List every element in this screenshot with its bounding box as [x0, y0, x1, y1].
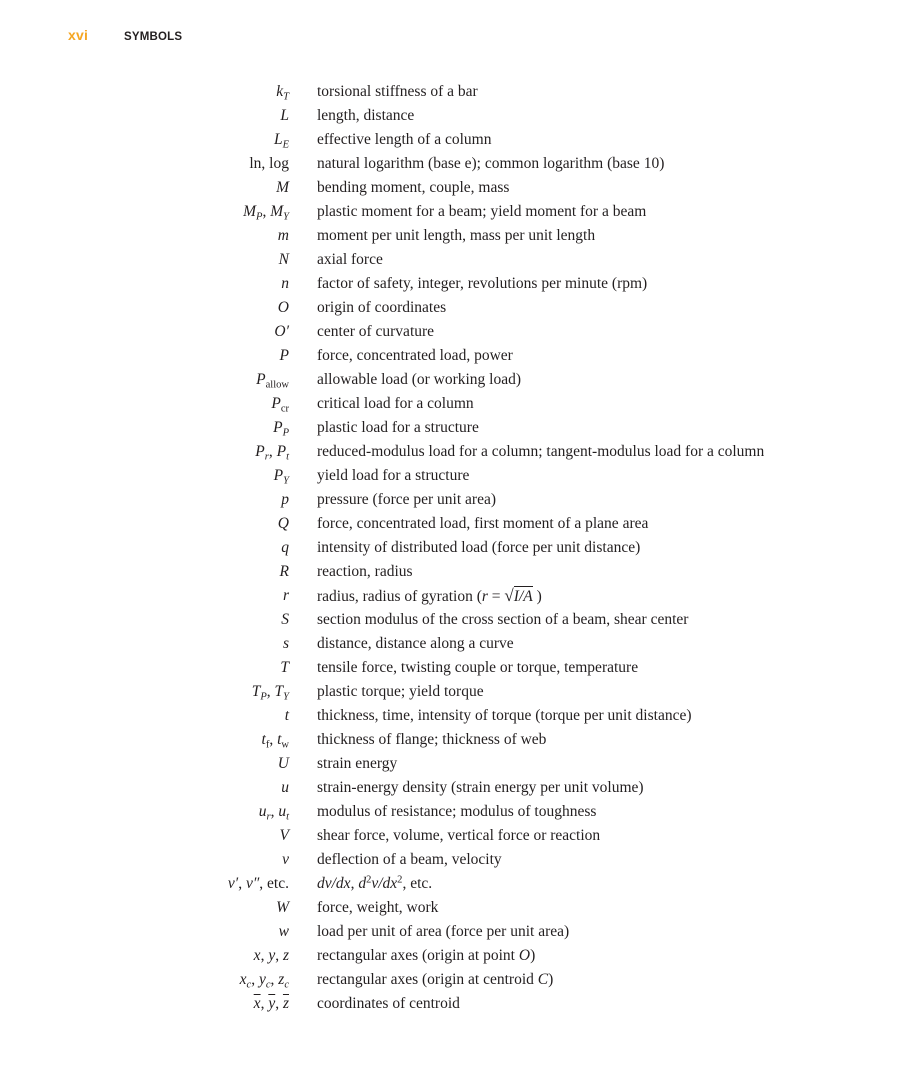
symbol-term: p	[281, 491, 289, 508]
symbol-definition: torsional stiffness of a bar	[317, 83, 478, 100]
symbol-entry	[0, 152, 921, 176]
symbol-term: $x_c$, $y_c$, $z_c$	[239, 971, 289, 991]
symbol-term: U	[277, 755, 289, 772]
symbol-term: O′	[274, 323, 289, 340]
symbol-entry	[0, 752, 921, 776]
symbol-term: $P_{cr}$	[271, 395, 289, 415]
symbol-entry	[0, 488, 921, 512]
symbol-entry	[0, 248, 921, 272]
symbol-entry	[0, 368, 921, 392]
symbol-term: L	[280, 107, 289, 124]
symbol-term: w	[278, 923, 289, 940]
symbol-entry	[0, 872, 921, 896]
symbol-definition: effective length of a column	[317, 131, 492, 148]
symbol-entry	[0, 704, 921, 728]
symbol-term: $T_P$, $T_Y$	[251, 683, 289, 703]
symbol-definition: plastic torque; yield torque	[317, 683, 484, 700]
page-number: xvi	[68, 27, 89, 43]
symbol-term: N	[278, 251, 289, 268]
symbol-entry	[0, 104, 921, 128]
symbol-entry	[0, 80, 921, 104]
symbol-term: $\overline{x}$, $\overline{y}$, $\overline{z}$	[253, 995, 289, 1012]
symbol-entry	[0, 512, 921, 536]
symbol-entry	[0, 968, 921, 992]
symbol-term: t	[284, 707, 289, 724]
symbol-definition: section modulus of the cross section of a beam, shear center	[317, 611, 689, 628]
symbol-entry	[0, 560, 921, 584]
symbol-term: m	[277, 227, 289, 244]
symbol-entry	[0, 536, 921, 560]
symbol-definition: reaction, radius	[317, 563, 413, 580]
symbol-entry	[0, 320, 921, 344]
symbol-term: n	[281, 275, 289, 292]
running-head	[68, 27, 182, 45]
symbol-entry	[0, 392, 921, 416]
symbol-entry	[0, 800, 921, 824]
symbol-definition: bending moment, couple, mass	[317, 179, 510, 196]
symbol-definition: plastic load for a structure	[317, 419, 479, 436]
symbol-definition: modulus of resistance; modulus of toughness	[317, 803, 597, 820]
symbol-definition: natural logarithm (base e); common logarithm (base 10)	[317, 155, 665, 172]
symbol-entry	[0, 224, 921, 248]
symbol-term: $t_f$, $t_w$	[261, 731, 289, 751]
symbol-definition: moment per unit length, mass per unit length	[317, 227, 596, 244]
symbol-list	[0, 80, 921, 1016]
symbol-definition: axial force	[317, 251, 383, 268]
symbol-entry	[0, 176, 921, 200]
symbol-definition: distance, distance along a curve	[317, 635, 514, 652]
symbol-definition: length, distance	[317, 107, 415, 124]
symbol-definition: plastic moment for a beam; yield moment for a beam	[317, 203, 647, 220]
symbol-definition: dv/dx, $d^2v/dx^2$, etc.	[317, 874, 433, 892]
symbol-entry	[0, 944, 921, 968]
symbol-term: ln, log	[249, 155, 289, 172]
symbol-definition: rectangular axes (origin at centroid C)	[317, 971, 554, 988]
section-title: SYMBOLS	[124, 31, 183, 43]
symbol-definition: allowable load (or working load)	[317, 371, 522, 388]
symbol-entry	[0, 920, 921, 944]
symbol-entry	[0, 848, 921, 872]
symbol-entry	[0, 608, 921, 632]
symbol-term: $P_Y$	[273, 467, 289, 487]
symbol-term: T	[280, 659, 289, 676]
symbol-definition: shear force, volume, vertical force or reaction	[317, 827, 601, 844]
symbol-entry	[0, 896, 921, 920]
symbol-definition: pressure (force per unit area)	[317, 491, 497, 508]
symbol-term: $u_r$, $u_t$	[258, 803, 289, 823]
symbol-entry	[0, 656, 921, 680]
symbol-definition: intensity of distributed load (force per unit distance)	[317, 539, 641, 556]
symbol-term: V	[279, 827, 289, 844]
symbol-entry	[0, 416, 921, 440]
symbol-definition: thickness of flange; thickness of web	[317, 731, 547, 748]
symbol-term: v′, v″, etc.	[227, 875, 289, 892]
symbol-definition: strain-energy density (strain energy per unit volume)	[317, 779, 644, 796]
symbol-definition: force, concentrated load, power	[317, 347, 513, 364]
symbol-definition: center of curvature	[317, 323, 435, 340]
symbol-definition: rectangular axes (origin at point O)	[317, 947, 536, 964]
symbol-term: $M_P$, $M_Y$	[243, 203, 289, 223]
symbol-definition: factor of safety, integer, revolutions per minute (rpm)	[317, 275, 648, 292]
symbol-entry	[0, 440, 921, 464]
symbol-entry	[0, 296, 921, 320]
symbol-term: O	[277, 299, 289, 316]
symbol-term: M	[276, 179, 289, 196]
symbol-term: q	[281, 539, 289, 556]
symbol-definition: tensile force, twisting couple or torque, temperature	[317, 659, 639, 676]
symbol-definition: deflection of a beam, velocity	[317, 851, 502, 868]
symbol-entry	[0, 776, 921, 800]
symbol-term: r	[282, 587, 289, 604]
symbol-entry	[0, 128, 921, 152]
symbol-term: P	[279, 347, 289, 364]
symbol-term: $L_E$	[273, 131, 289, 151]
symbol-term: v	[282, 851, 289, 868]
symbol-term: R	[279, 563, 289, 580]
symbol-term: $k_T$	[276, 83, 289, 103]
symbol-term: Q	[277, 515, 289, 532]
symbol-entry	[0, 992, 921, 1016]
symbol-entry	[0, 632, 921, 656]
symbol-term: u	[281, 779, 289, 796]
symbol-definition: radius, radius of gyration (r = √I/A )	[317, 586, 542, 605]
symbol-entry	[0, 200, 921, 224]
symbol-entry	[0, 824, 921, 848]
symbol-term: s	[282, 635, 289, 652]
symbol-term: $P_P$	[273, 419, 289, 439]
symbol-definition: strain energy	[317, 755, 398, 772]
symbol-definition: origin of coordinates	[317, 299, 447, 316]
symbol-entry	[0, 464, 921, 488]
symbol-entry	[0, 680, 921, 704]
symbol-definition: coordinates of centroid	[317, 995, 460, 1012]
symbol-definition: force, concentrated load, first moment of a plane area	[317, 515, 649, 532]
symbol-term: W	[276, 899, 289, 916]
symbol-entry	[0, 728, 921, 752]
symbol-definition: critical load for a column	[317, 395, 474, 412]
symbol-entry	[0, 272, 921, 296]
symbol-entry	[0, 344, 921, 368]
symbol-definition: force, weight, work	[317, 899, 439, 916]
symbol-term: $P_{allow}$	[256, 371, 289, 391]
symbol-definition: reduced-modulus load for a column; tangent-modulus load for a column	[317, 443, 765, 460]
symbol-term: x, y, z	[253, 947, 289, 964]
symbol-definition: load per unit of area (force per unit area)	[317, 923, 570, 940]
symbol-term: $P_r$, $P_t$	[255, 443, 289, 463]
symbol-entry	[0, 584, 921, 608]
symbol-definition: yield load for a structure	[317, 467, 470, 484]
symbol-term: S	[281, 611, 289, 628]
symbol-definition: thickness, time, intensity of torque (torque per unit distance)	[317, 707, 692, 724]
